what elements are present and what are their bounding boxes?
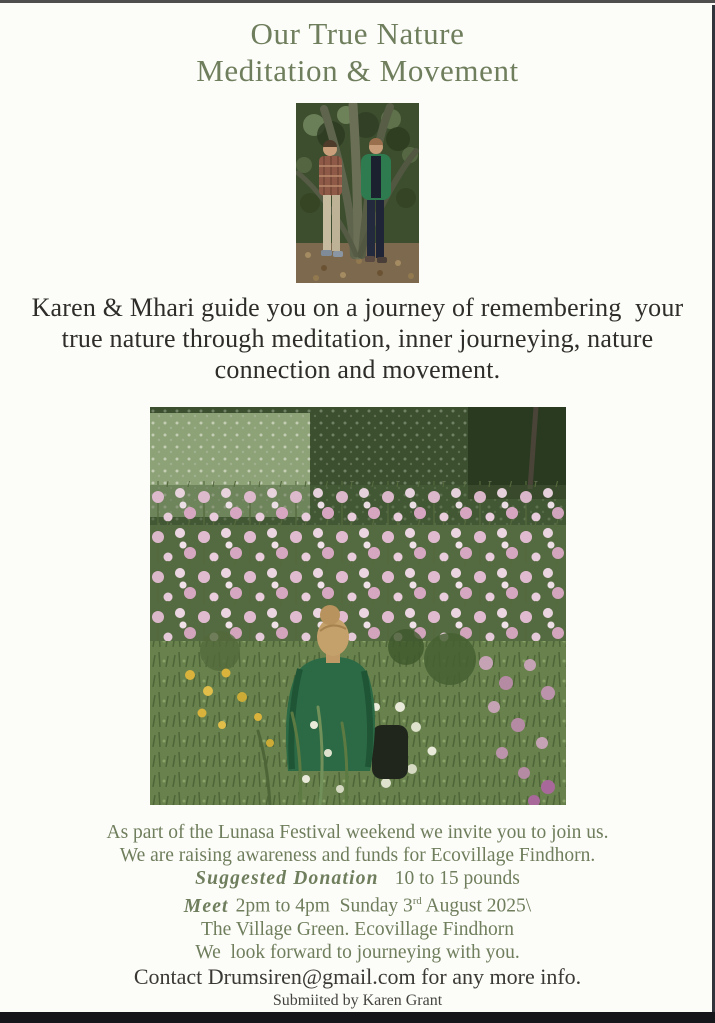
intro-line-1: Karen & Mhari guide you on a journey of remembering your (31, 293, 684, 322)
event-details (0, 821, 715, 964)
title-line-1: Our True Nature (250, 16, 465, 51)
contact-line: Contact Drumsiren@gmail.com for any more info. (133, 963, 582, 989)
poster-title (0, 0, 715, 89)
meet-line (0, 890, 715, 918)
meet-ordinal: rd (412, 895, 422, 907)
invite-line: As part of the Lunasa Festival weekend we invite you to join us. (106, 822, 609, 843)
facilitators-photo (296, 103, 419, 283)
closing-line: We look forward to journeying with you. (195, 941, 520, 963)
title-line-2: Meditation & Movement (196, 53, 519, 88)
submitted-by-line: Submiited by Karen Grant (272, 991, 443, 1009)
top-border (0, 0, 715, 3)
location-line: The Village Green. Ecovillage Findhorn (200, 918, 515, 940)
donation-label: Suggested Donation (195, 868, 379, 889)
donation-line (0, 867, 715, 890)
donation-value: 10 to 15 pounds (394, 868, 520, 889)
bottom-bar (0, 1012, 715, 1023)
fundraising-line: We are raising awareness and funds for Ecovillage Findhorn. (119, 845, 596, 866)
garden-photo (150, 407, 566, 805)
intro-line-3: connection and movement. (214, 355, 501, 384)
anemone-flower-band (150, 481, 566, 653)
meet-time: 2pm to 4pm Sunday 3 (235, 895, 413, 917)
intro-text (0, 292, 715, 385)
meet-label: Meet (183, 895, 229, 917)
meet-date-rest: August 2025\ (421, 895, 532, 917)
intro-line-2: true nature through meditation, inner journeying, nature (61, 324, 654, 353)
